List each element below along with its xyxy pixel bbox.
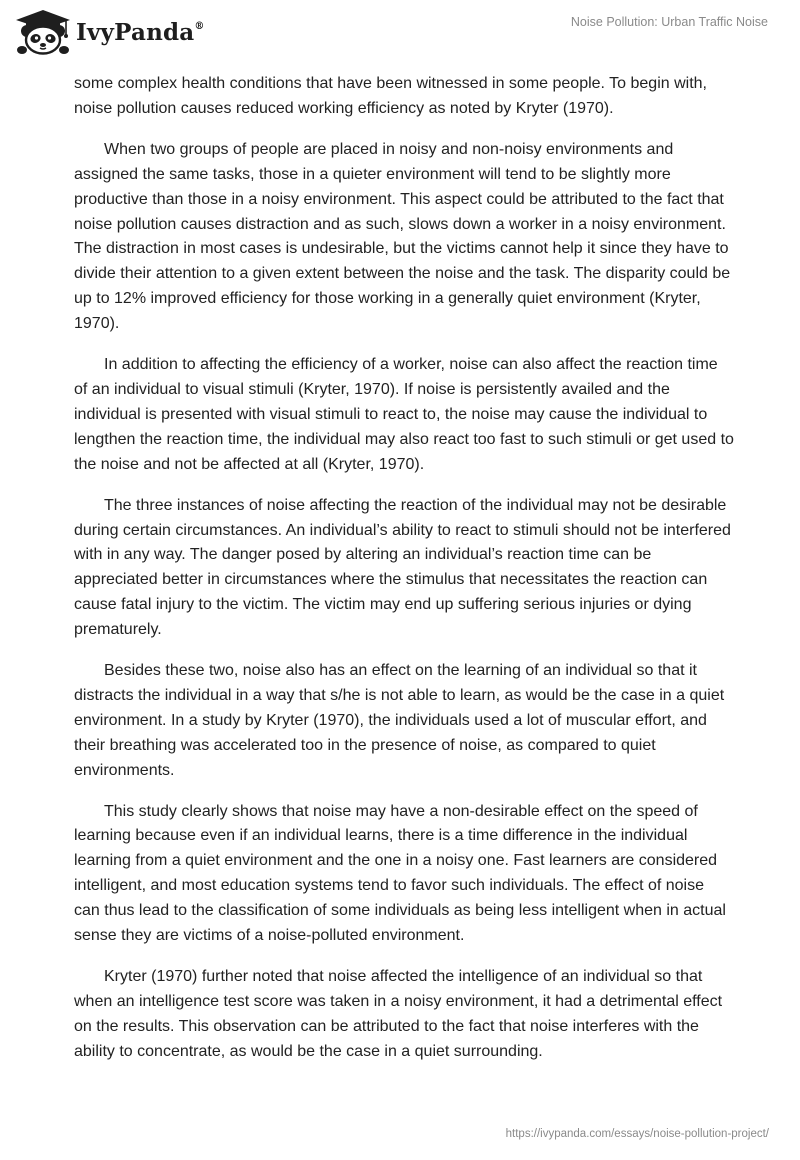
paragraph-2: When two groups of people are placed in noisy and non-noisy environments and assigned the same tasks, those in a quieter environment will tend to be slightly more productive than those in a noisy environment. This aspect could be attributed to the fact that noise pollution causes distraction and as such, slows down a worker in a noisy environment. The distraction in most cases is undesirable, but the victims cannot help it since they have to divide their attention to a given extent between the noise and the task. The disparity could be up to 12% improved efficiency for those working in a generally quiet environment (Kryter, 1970). [74,140,731,333]
document-title: Noise Pollution: Urban Traffic Noise [570,15,768,29]
brand-name: IvyPanda® [76,18,205,46]
source-url[interactable]: https://ivypanda.com/essays/noise-pollution-project/ [505,1128,769,1140]
essay-body [74,72,734,1081]
paragraph-4: The three instances of noise affecting the reaction of the individual may not be desirable during certain circumstances. An individual’s ability to react to stimuli should not be interfered with in any way. The danger posed by altering an individual’s reaction time can be appreciated better in circumstances where the stimulus that necessitates the reaction can cause fatal injury to the victim. The victim may end up suffering serious injuries or dying prematurely. [74,496,731,639]
paragraph-7: Kryter (1970) further noted that noise affected the intelligence of an individual so that when an intelligence test score was taken in a noisy environment, it had a detrimental effect on the results. This observation can be attributed to the fact that noise interferes with the ability to concentrate, as would be the case in a quiet surrounding. [74,968,723,1060]
page-header [0,0,800,62]
paragraph-1: some complex health conditions that have been witnessed in some people. To begin with, noise pollution causes reduced working efficiency as noted by Kryter (1970). [74,75,707,117]
registered-mark: ® [194,20,205,32]
paragraph-5: Besides these two, noise also has an effect on the learning of an individual so that it distracts the individual in a way that s/he is not able to learn, as would be the case in a quiet environment. In a study by Kryter (1970), the individuals used a lot of muscular effort, and their breathing was accelerated too in the presence of noise, as compared to quiet environments. [74,662,725,779]
paragraph-3: In addition to affecting the efficiency of a worker, noise can also affect the reaction time of an individual to visual stimuli (Kryter, 1970). If noise is persistently availed and the individual is presented with visual stimuli to react to, the noise may cause the individual to lengthen the reaction time, the individual may also react too fast to such stimuli or get used to the noise and not be affected at all (Kryter, 1970). [74,356,734,473]
ivypanda-logo[interactable] [14,9,205,55]
panda-graduate-icon [14,9,72,55]
paragraph-6: This study clearly shows that noise may have a non-desirable effect on the speed of learning because even if an individual learns, there is a time difference in the individual learning from a quiet environment and the one in a noisy one. Fast learners are considered intelligent, and most education systems tend to favor such individuals. The effect of noise can thus lead to the classification of some individuals as being less intelligent when in actual sense they are victims of a noise-polluted environment. [74,802,726,945]
